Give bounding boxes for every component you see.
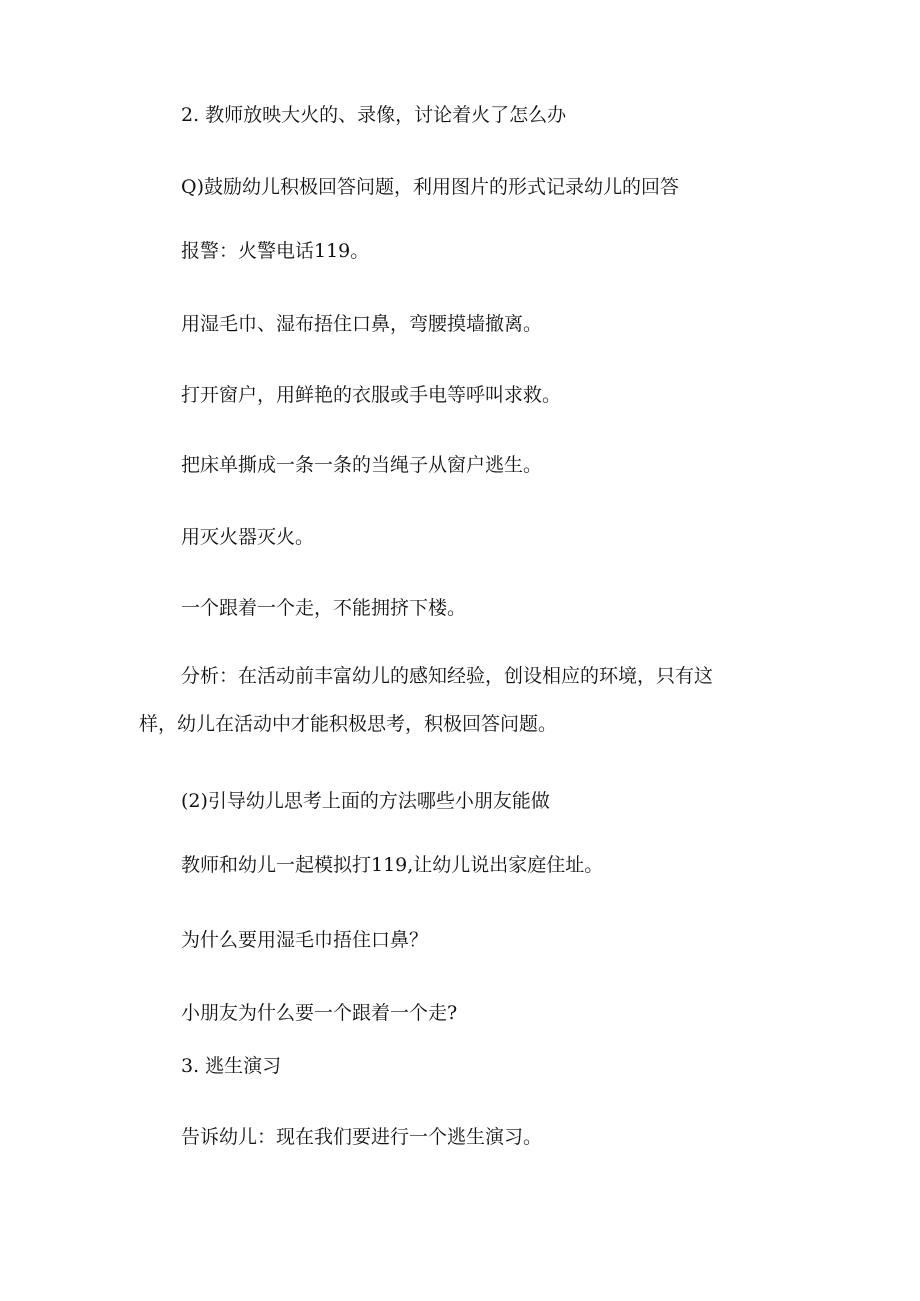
paragraph-analysis-line-2: 样，幼儿在活动中才能积极思考，积极回答问题。 [139,713,558,735]
section-heading-3: 3. 逃生演习 [181,1055,282,1077]
paragraph-open-window: 打开窗户，用鲜艳的衣服或手电等呼叫求救。 [181,384,562,406]
paragraph-bedsheet-rope: 把床单撕成一条一条的当绳子从窗户逃生。 [181,454,543,476]
paragraph-simulate-call: 教师和幼儿一起模拟打119,让幼儿说出家庭住址。 [181,854,604,876]
paragraph-guide-thinking: (2)引导幼儿思考上面的方法哪些小朋友能做 [181,790,550,812]
paragraph-analysis-line-1: 分析：在活动前丰富幼儿的感知经验，创设相应的环境，只有这 [181,665,714,687]
paragraph-encourage-answers: Q)鼓励幼儿积极回答问题，利用图片的形式记录幼儿的回答 [181,176,679,198]
paragraph-drill-notice: 告诉幼儿：现在我们要进行一个逃生演习。 [181,1126,543,1148]
paragraph-call-119: 报警：火警电话119。 [181,240,370,262]
paragraph-extinguisher: 用灭火器灭火。 [181,526,315,548]
paragraph-wet-towel: 用湿毛巾、湿布捂住口鼻，弯腰摸墙撤离。 [181,313,543,335]
paragraph-single-file: 一个跟着一个走，不能拥挤下楼。 [181,597,467,619]
paragraph-question-single-file: 小朋友为什么要一个跟着一个走? [181,1002,458,1024]
paragraph-question-towel: 为什么要用湿毛巾捂住口鼻？ [181,929,429,951]
section-heading-2: 2. 教师放映大火的、录像，讨论着火了怎么办 [181,104,567,126]
